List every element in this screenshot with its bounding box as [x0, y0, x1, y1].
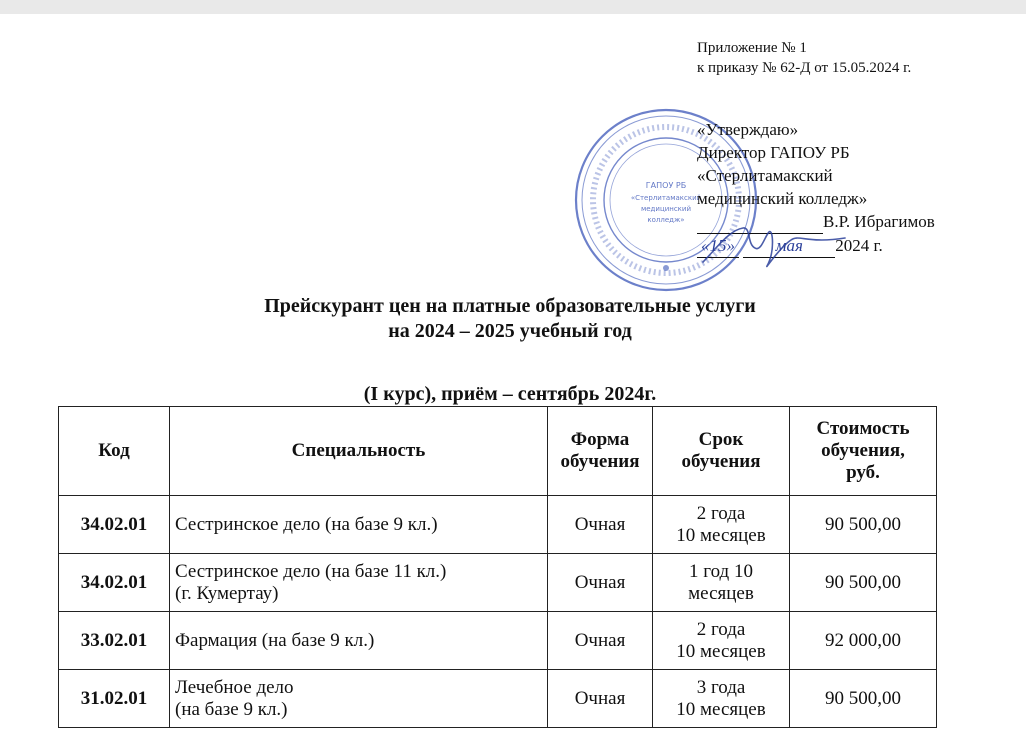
table-row — [59, 612, 937, 670]
row-term-line-2: 10 месяцев — [676, 524, 766, 546]
header-term — [653, 407, 790, 496]
header-term-line-2: обучения — [681, 451, 761, 472]
director-name: В.Р. Ибрагимов — [823, 212, 935, 231]
row-code: 31.02.01 — [59, 670, 170, 728]
header-form — [548, 407, 653, 496]
top-bar — [0, 0, 1026, 14]
row-specialty-line-1: Лечебное дело — [175, 676, 294, 698]
director-signature-icon — [695, 222, 855, 272]
row-cost: 90 500,00 — [790, 670, 937, 728]
approval-date-day: «15» — [697, 234, 739, 258]
row-specialty-line-1: Фармация (на базе 9 кл.) — [175, 629, 375, 651]
row-term-line-2: 10 месяцев — [676, 698, 766, 720]
approval-date-year: 2024 г. — [835, 236, 883, 255]
approval-line-3: «Стерлитамакский — [697, 166, 833, 185]
document-subtitle: (I курс), приём – сентябрь 2024г. — [363, 383, 657, 405]
row-specialty-line-2: (г. Кумертау) — [175, 582, 279, 604]
header-cost-line-1: Стоимость — [816, 418, 910, 439]
row-specialty — [170, 554, 548, 612]
header-code: Код — [59, 407, 170, 496]
title-line-2: на 2024 – 2025 учебный год — [388, 320, 632, 342]
price-table — [58, 406, 937, 728]
header-cost-line-3: руб. — [846, 462, 880, 483]
row-cost: 90 500,00 — [790, 496, 937, 554]
header-cost-line-2: обучения, — [821, 440, 905, 461]
row-cost: 90 500,00 — [790, 554, 937, 612]
svg-text:ГАПОУ РБ: ГАПОУ РБ — [645, 181, 687, 190]
row-term-line-1: 2 года — [696, 618, 746, 640]
row-cost: 92 000,00 — [790, 612, 937, 670]
row-specialty — [170, 612, 548, 670]
approval-line-4: медицинский колледж» — [697, 189, 868, 208]
row-form: Очная — [548, 496, 653, 554]
row-code: 34.02.01 — [59, 554, 170, 612]
row-specialty-line-1: Сестринское дело (на базе 11 кл.) — [175, 560, 447, 582]
header-specialty: Специальность — [170, 407, 548, 496]
row-specialty-line-1: Сестринское дело (на базе 9 кл.) — [175, 513, 438, 535]
row-term — [653, 496, 790, 554]
appendix-line-2: к приказу № 62-Д от 15.05.2024 г. — [697, 60, 912, 76]
row-term-line-2: месяцев — [688, 582, 754, 604]
table-row — [59, 496, 937, 554]
row-form: Очная — [548, 554, 653, 612]
appendix-block — [697, 38, 911, 78]
row-specialty-line-2: (на базе 9 кл.) — [175, 698, 288, 720]
appendix-line-1: Приложение № 1 — [697, 40, 807, 56]
row-term-line-1: 2 года — [696, 502, 746, 524]
header-form-line-2: обучения — [560, 451, 640, 472]
table-row — [59, 554, 937, 612]
table-header-row — [59, 407, 937, 496]
header-term-line-1: Срок — [698, 429, 744, 450]
row-term-line-1: 3 года — [696, 676, 746, 698]
header-form-line-1: Форма — [570, 429, 630, 450]
row-form: Очная — [548, 612, 653, 670]
row-code: 34.02.01 — [59, 496, 170, 554]
svg-text:«Стерлитамакский: «Стерлитамакский — [630, 194, 702, 202]
svg-text:колледж»: колледж» — [647, 216, 685, 224]
row-specialty — [170, 496, 548, 554]
row-term-line-1: 1 год 10 — [689, 560, 753, 582]
document-title — [120, 294, 900, 344]
row-term — [653, 554, 790, 612]
approval-line-2: Директор ГАПОУ РБ — [697, 143, 850, 162]
row-specialty — [170, 670, 548, 728]
approval-line-1: «Утверждаю» — [697, 120, 799, 139]
row-term — [653, 670, 790, 728]
row-code: 33.02.01 — [59, 612, 170, 670]
row-form: Очная — [548, 670, 653, 728]
table-row — [59, 670, 937, 728]
row-term-line-2: 10 месяцев — [676, 640, 766, 662]
row-term — [653, 612, 790, 670]
title-line-1: Прейскурант цен на платные образовательные услуги — [264, 295, 756, 317]
header-cost — [790, 407, 937, 496]
svg-text:медицинский: медицинский — [640, 205, 692, 213]
approval-date-month: мая — [743, 234, 835, 258]
